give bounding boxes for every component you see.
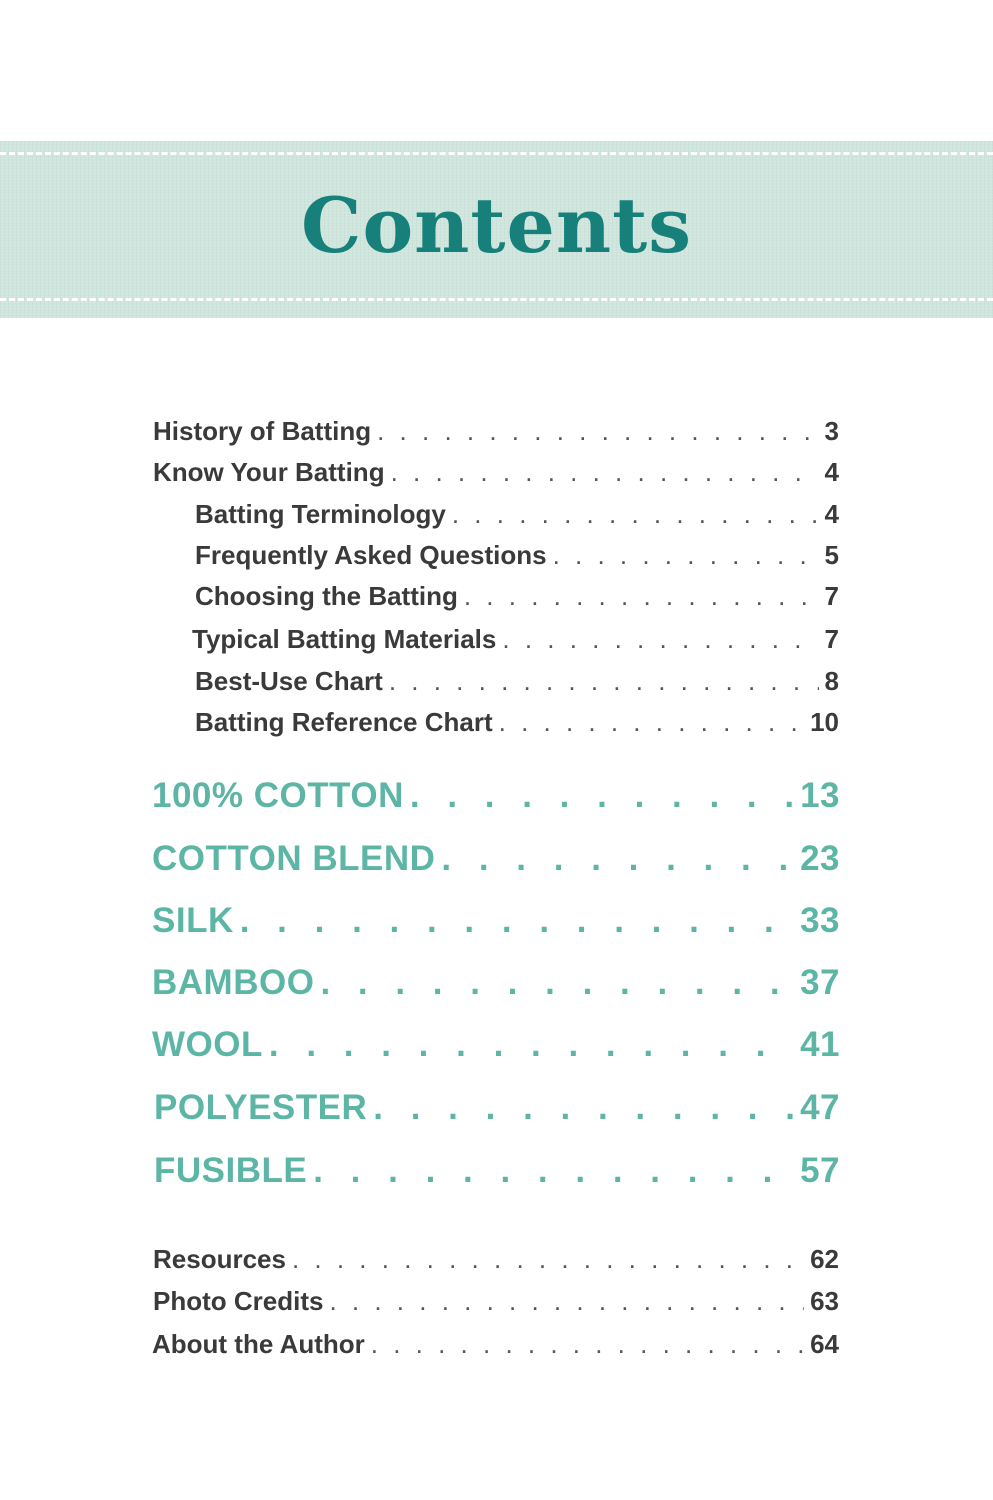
toc-section-label: WOOL (152, 1025, 263, 1064)
banner-stitch-bottom (0, 298, 993, 301)
toc-entry-label: Know Your Batting (153, 457, 385, 487)
dot-leader (371, 1328, 804, 1360)
dot-leader (502, 623, 818, 655)
toc-entry-page: 8 (824, 666, 839, 696)
toc-entry-page: 64 (810, 1329, 839, 1359)
toc-entry-label: Batting Reference Chart (195, 707, 493, 737)
dot-leader (329, 1285, 804, 1317)
toc-entry-page: 7 (824, 581, 839, 611)
dot-leader (313, 1149, 794, 1193)
toc-section-polyester[interactable] (154, 1086, 840, 1130)
dot-leader (292, 1243, 804, 1275)
toc-entry-label: Choosing the Batting (195, 581, 458, 611)
toc-section-page: 23 (800, 839, 840, 878)
toc-section-page: 57 (800, 1151, 840, 1190)
toc-section-page: 13 (800, 776, 840, 815)
toc-entry-photo-credits[interactable] (153, 1285, 839, 1317)
dot-leader (389, 665, 819, 697)
toc-entry-page: 4 (824, 499, 839, 529)
toc-entry-choosing[interactable] (195, 580, 839, 612)
toc-entry-about-author[interactable] (152, 1328, 839, 1360)
dot-leader (269, 1023, 794, 1067)
dot-leader (240, 899, 794, 943)
toc-entry-label: Frequently Asked Questions (195, 540, 547, 570)
toc-entry-terminology[interactable] (195, 498, 839, 530)
toc-entry-page: 62 (810, 1244, 839, 1274)
toc-entry-label: History of Batting (153, 416, 372, 446)
toc-entry-know-your-batting[interactable] (153, 456, 839, 488)
toc-entry-label: Batting Terminology (195, 499, 446, 529)
toc-entry-page: 3 (824, 416, 839, 446)
toc-section-page: 47 (800, 1088, 840, 1127)
toc-section-page: 33 (800, 901, 840, 940)
toc-section-cotton[interactable] (152, 774, 840, 818)
dot-leader (377, 415, 818, 447)
dot-leader (391, 456, 819, 488)
toc-entry-reference-chart[interactable] (195, 706, 839, 738)
dot-leader (499, 706, 804, 738)
toc-section-wool[interactable] (152, 1023, 840, 1067)
toc-section-label: BAMBOO (152, 963, 315, 1002)
dot-leader (553, 539, 819, 571)
toc-section-label: SILK (152, 901, 234, 940)
toc-entry-resources[interactable] (153, 1243, 839, 1275)
toc-section-silk[interactable] (152, 899, 840, 943)
toc-entry-page: 63 (810, 1286, 839, 1316)
toc-entry-label: Best-Use Chart (195, 666, 383, 696)
dot-leader (441, 837, 794, 881)
dot-leader (452, 498, 819, 530)
toc-section-label: FUSIBLE (154, 1151, 308, 1190)
dot-leader (320, 961, 794, 1005)
banner-stitch-top (0, 152, 993, 155)
page-title: Contents (300, 181, 693, 270)
toc-entry-best-use[interactable] (195, 665, 839, 697)
toc-entry-materials[interactable] (192, 623, 839, 655)
toc-entry-label: Photo Credits (153, 1286, 324, 1316)
toc-entry-page: 10 (810, 707, 839, 737)
dot-leader (410, 774, 794, 818)
toc-entry-page: 4 (824, 457, 839, 487)
toc-section-label: 100% COTTON (152, 776, 404, 815)
toc-entry-page: 7 (824, 624, 839, 654)
toc-section-cotton-blend[interactable] (152, 837, 840, 881)
toc-section-fusible[interactable] (154, 1149, 840, 1193)
dot-leader (464, 580, 819, 612)
toc-entry-page: 5 (824, 540, 839, 570)
toc-section-page: 41 (800, 1025, 840, 1064)
toc-section-page: 37 (800, 963, 840, 1002)
toc-entry-label: Resources (153, 1244, 286, 1274)
toc-entry-label: Typical Batting Materials (192, 624, 497, 654)
toc-section-bamboo[interactable] (152, 961, 840, 1005)
toc-entry-history[interactable] (153, 415, 839, 447)
toc-section-label: COTTON BLEND (152, 839, 436, 878)
toc-entry-label: About the Author (152, 1329, 365, 1359)
toc-section-label: POLYESTER (154, 1088, 368, 1127)
title-banner (0, 141, 993, 318)
dot-leader (373, 1086, 794, 1130)
toc-entry-faq[interactable] (195, 539, 839, 571)
